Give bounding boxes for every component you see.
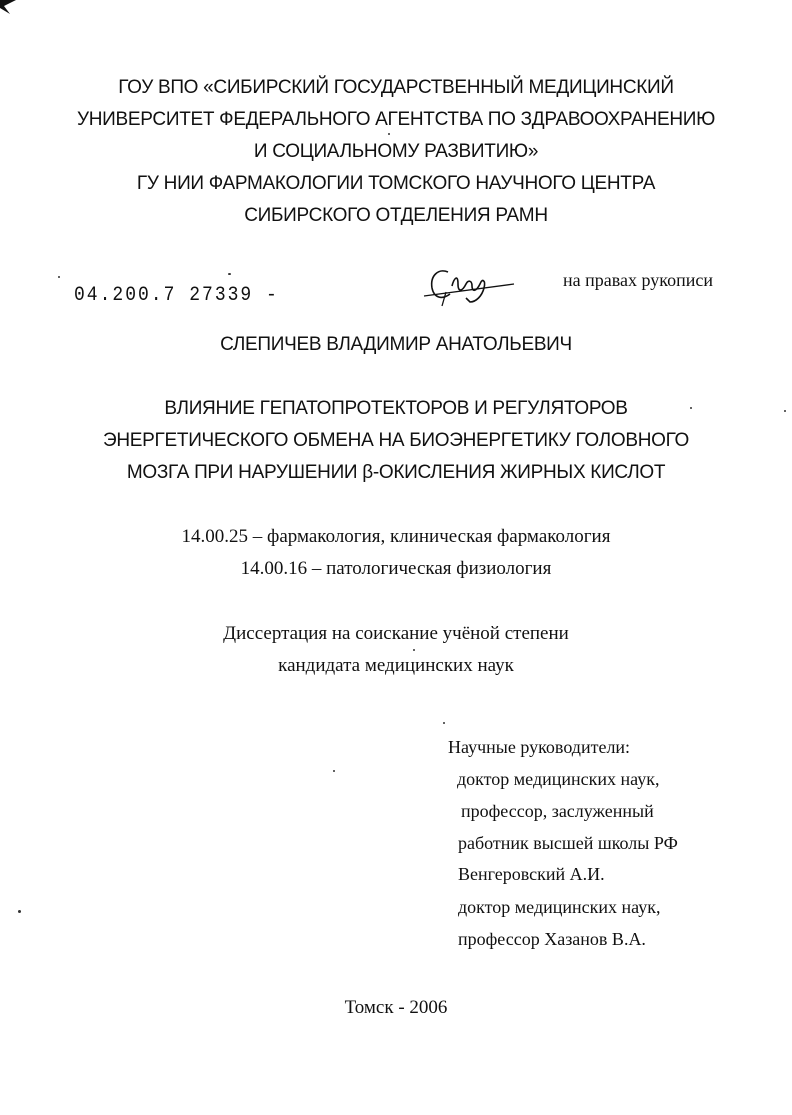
- org-line-1: ГОУ ВПО «СИБИРСКИЙ ГОСУДАРСТВЕННЫЙ МЕДИЦИНСКИЙ: [118, 77, 674, 98]
- scan-speck: [690, 407, 692, 409]
- supervisor-line: работник высшей школы РФ: [458, 833, 678, 853]
- scan-speck: [443, 722, 445, 724]
- scan-speck: [388, 133, 390, 135]
- author-name: СЛЕПИЧЕВ ВЛАДИМИР АНАТОЛЬЕВИЧ: [220, 334, 572, 355]
- org-line-5: СИБИРСКОГО ОТДЕЛЕНИЯ РАМН: [244, 205, 548, 226]
- org-line-3: И СОЦИАЛЬНОМУ РАЗВИТИЮ»: [253, 141, 539, 162]
- title-line-3: МОЗГА ПРИ НАРУШЕНИИ β-ОКИСЛЕНИЯ ЖИРНЫХ КИСЛОТ: [126, 462, 666, 483]
- scan-speck: [228, 273, 231, 275]
- registration-stamp-number: 04.200.7 27339 -: [74, 284, 279, 307]
- scan-speck: [413, 649, 415, 651]
- org-line-4: ГУ НИИ ФАРМАКОЛОГИИ ТОМСКОГО НАУЧНОГО ЦЕНТРА: [136, 173, 656, 194]
- supervisor-line: профессор Хазанов В.А.: [458, 929, 646, 949]
- supervisor-line: доктор медицинских наук,: [457, 769, 660, 789]
- manuscript-rights-note: на правах рукописи: [563, 270, 713, 290]
- city-year: Томск - 2006: [344, 997, 448, 1018]
- degree-line-2: кандидата медицинских наук: [278, 655, 514, 676]
- scan-speck: [18, 910, 21, 913]
- supervisor-line: Венгеровский А.И.: [458, 864, 605, 884]
- handwritten-signature-icon: [418, 262, 528, 310]
- specialty-2: 14.00.16 – патологическая физиология: [240, 558, 552, 579]
- supervisor-line: профессор, заслуженный: [461, 801, 654, 821]
- specialty-1: 14.00.25 – фармакология, клиническая фармакология: [181, 526, 611, 547]
- title-line-2: ЭНЕРГЕТИЧЕСКОГО ОБМЕНА НА БИОЭНЕРГЕТИКУ ГОЛОВНОГО: [103, 430, 689, 451]
- scan-speck: [333, 770, 335, 772]
- degree-line-1: Диссертация на соискание учёной степени: [223, 623, 569, 644]
- org-line-2: УНИВЕРСИТЕТ ФЕДЕРАЛЬНОГО АГЕНТСТВА ПО ЗДРАВООХРАНЕНИЮ: [76, 109, 715, 130]
- scan-speck: [784, 410, 786, 412]
- supervisor-line: доктор медицинских наук,: [458, 897, 661, 917]
- supervisors-heading: Научные руководители:: [448, 737, 631, 757]
- scan-speck: [58, 276, 60, 278]
- scan-corner-mark-icon: [0, 0, 20, 20]
- title-line-1: ВЛИЯНИЕ ГЕПАТОПРОТЕКТОРОВ И РЕГУЛЯТОРОВ: [164, 398, 628, 419]
